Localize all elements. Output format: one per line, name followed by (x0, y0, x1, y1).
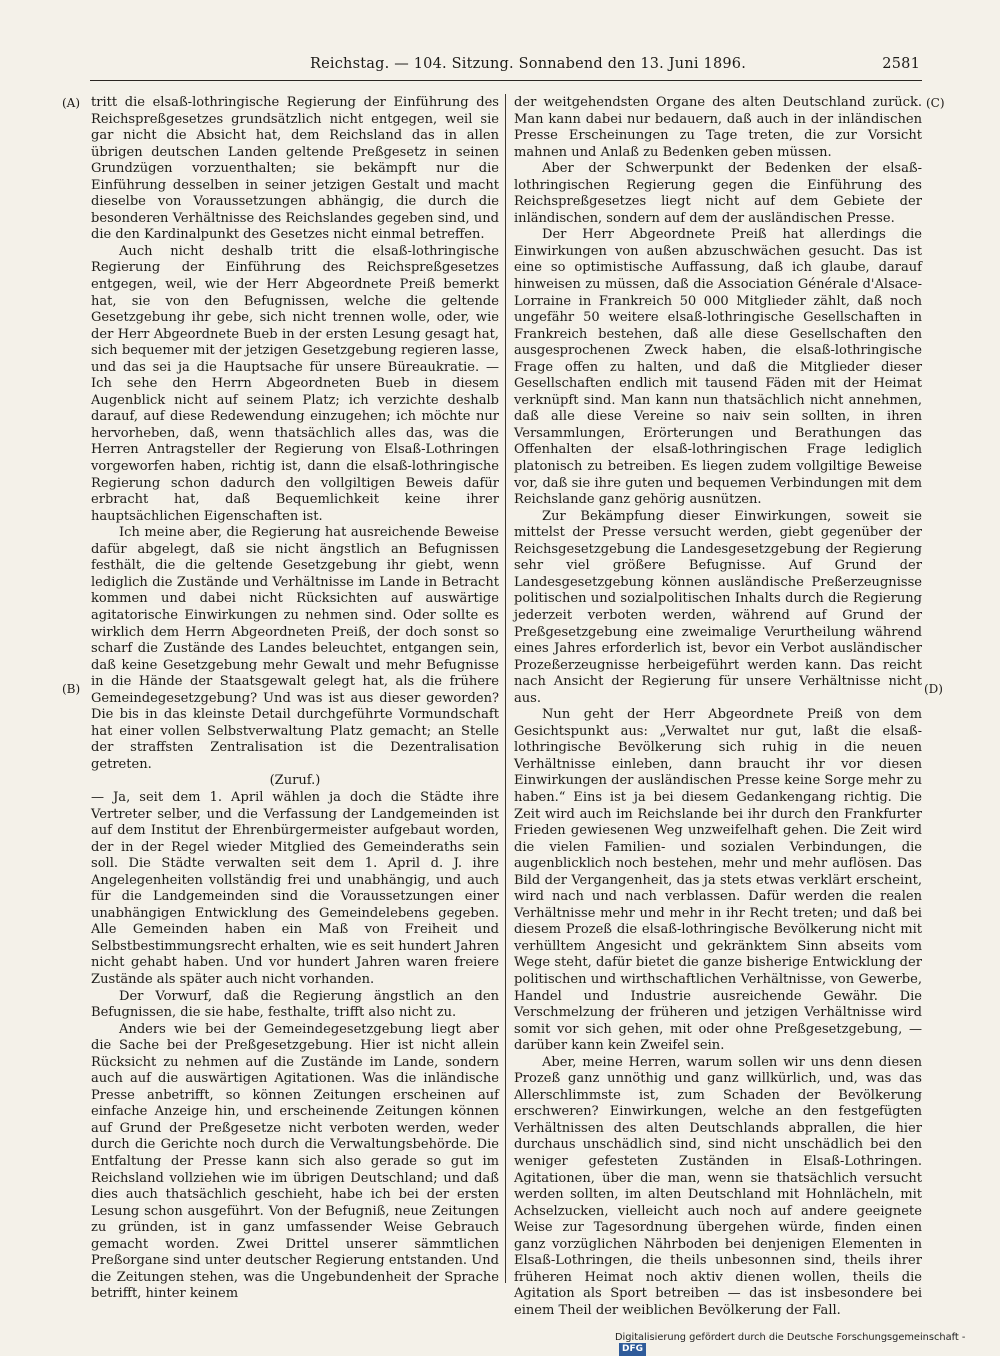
paragraph: (Zuruf.) (269, 773, 321, 789)
paragraph: Auch nicht deshalb tritt die elsaß-lothringische Regierung der Einführung des Reichspreßgesetzes entgegen, weil, wie der Herr Abgeordnete Preiß bemerkt hat, sie von den Befugnissen, welche die geltende Gesetzgebung ihr gebe, sich nicht trennen wolle, oder, wie der Herr Abgeordnete Bueb in der ersten Lesung gesagt hat, sich bequemer mit der jetzigen Gesetzgebung regieren lasse, und das sei ja die Hauptsache für unsere Büreaukratie. — Ich sehe den Herrn Abgeordneten Bueb in diesem Augenblick nicht auf seinem Platz; ich verzichte deshalb darauf, auf diese Redewendung einzugehen; ich möchte nur hervorheben, daß, wenn thatsächlich alles das, was die Herren Antragsteller der Regierung von Elsaß-Lothringen vorgeworfen haben, richtig ist, dann die elsaß-lothringische Regierung schon dadurch den vollgiltigen Beweis dafür erbracht hat, daß Bequemlichkeit keine ihrer hauptsächlichen Eigenschaften ist. (91, 243, 499, 524)
paragraph: Zur Bekämpfung dieser Einwirkungen, soweit sie mittelst der Presse versucht werden, giebt gegenüber der Reichsgesetzgebung die Landesgesetzgebung der Regierung sehr viel größere Befugnisse. Auf Grund der Landesgesetzgebung können ausländische Preßerzeugnisse politischen und sozialpolitischen Inhalts durch die Regierung jederzeit verboten werden, während auf Grund der Preßgesetzgebung eine zweimalige Verurtheilung während eines Jahres erforderlich ist, bevor ein Verbot ausländischer Prozeßerzeugnisse herbeigeführt werden kann. Das reicht nach Ansicht der Regierung für unsere Verhältnisse nicht aus. (514, 508, 922, 706)
paragraph: Der Vorwurf, daß die Regierung ängstlich an den Befugnissen, die sie habe, festhalte, trifft also nicht zu. (91, 988, 499, 1021)
margin-marker-a: (A) (62, 96, 81, 110)
paragraph: der weitgehendsten Organe des alten Deutschland zurück. Man kann dabei nur bedauern, daß auch in der inländischen Presse Erscheinungen zu Tage treten, die zur Vorsicht mahnen und Anlaß zu Bedenken geben müssen. (514, 95, 922, 160)
paragraph: — Ja, seit dem 1. April wählen ja doch die Städte ihre Vertreter selber, und die Verfassung der Landgemeinden ist auf dem Institut der Ehrenbürgermeister aufgebaut worden, der in der Regel wieder Mitglied des Gemeinderaths sein soll. Die Städte verwalten seit dem 1. April d. J. ihre Angelegenheiten vollständig frei und unabhängig, und auch für die Landgemeinden sind die Voraussetzungen einer unabhängigen Entwicklung des Gemeindelebens gegeben. Alle Gemeinden haben ein Maß von Freiheit und Selbstbestimmungsrecht erhalten, wie es seit hundert Jahren nicht gehabt haben. Und vor hundert Jahren waren freiere Zustände als später auch nicht vorhanden. (91, 789, 499, 987)
running-title: Reichstag. — 104. Sitzung. Sonnabend den 13. Juni 1896. (310, 56, 747, 72)
paragraph: tritt die elsaß-lothringische Regierung der Einführung des Reichspreßgesetzes grundsätzlich nicht entgegen, weil sie gar nicht die Absicht hat, dem Reichsland das in allen übrigen deutschen Landen geltende Preßgesetz in seinen Grundzügen vorzuenthalten; sie bekämpft nur die Einführung desselben in seiner jetzigen Gestalt und macht dieselbe von Voraussetzungen abhängig, die durch die besonderen Verhältnisse des Reichslandes gegeben sind, und die den Kardinalpunkt des Gesetzes nicht einmal betreffen. (91, 95, 499, 243)
paragraph: Nun geht der Herr Abgeordnete Preiß von dem Gesichtspunkt aus: „Verwaltet nur gut, laßt die elsaß-lothringische Bevölkerung sich ruhig in die neuen Verhältnisse einleben, dann braucht ihr vor diesen Einwirkungen der ausländischen Presse keine Sorge mehr zu haben.“ Eins ist ja bei diesem Gedankengang richtig. Die Zeit wird auch im Reichslande bei ihr durch den Frankfurter Frieden gewiesenen Weg unzweifelhaft gehen. Die Zeit wird die vielen Familien- und sozialen Verbindungen, die augenblicklich noch bestehen, mehr und mehr auflösen. Das Bild der Vergangenheit, das ja stets etwas verklärt erscheint, wird nach und nach verblassen. Dafür werden die realen Verhältnisse mehr und mehr in ihr Recht treten; und daß bei diesem Prozeß die elsaß-lothringische Bevölkerung nicht mit verhülltem Angesicht und gekränktem Sinn abseits vom Wege steht, dafür bietet die ganze bisherige Entwicklung der politischen und wirthschaftlichen Verhältnisse, von Gewerbe, Handel und Industrie ausreichende Gewähr. Die Verschmelzung der früheren und jetzigen Verhältnisse wird somit vor sich gehen, mit oder ohne Preßgesetzgebung, — darüber kann kein Zweifel sein. (514, 707, 922, 1054)
header-rule (90, 80, 922, 81)
page-header (90, 56, 920, 82)
paragraph: Ich meine aber, die Regierung hat ausreichende Beweise dafür abgelegt, daß sie nicht ängstlich an Befugnissen festhält, die die geltende Gesetzgebung ihr giebt, wenn lediglich die Zustände und Verhältnisse im Lande in Betracht kommen und dabei nicht Rücksichten auf auswärtige agitatorische Einwirkungen zu nehmen sind. Oder sollte es wirklich dem Herrn Abgeordneten Preiß, der doch sonst so scharf die Zustände des Landes beleuchtet, entgangen sein, daß keine Gesetzgebung mehr Gewalt und mehr Befugnisse in die Hände der Staatsgewalt gelegt hat, als die frühere Gemeindegesetzgebung? Und was ist aus dieser geworden? Die bis in das kleinste Detail durchgeführte Vormundschaft hat einer vollen Selbstverwaltung Platz gemacht; an Stelle der straffsten Zentralisation ist die Dezentralisation getreten. (91, 525, 499, 772)
dfg-logo: DFG (619, 1343, 646, 1356)
margin-marker-d: (D) (924, 682, 943, 696)
page-number: 2581 (882, 56, 920, 72)
page-footer (615, 1332, 990, 1354)
footer-credit: Digitalisierung gefördert durch die Deutsche Forschungsgemeinschaft - (615, 1332, 966, 1343)
margin-marker-b: (B) (62, 682, 81, 696)
right-column (514, 95, 922, 1319)
paragraph: Der Herr Abgeordnete Preiß hat allerdings die Einwirkungen von außen abzuschwächen gesucht. Das ist eine so optimistische Auffassung, daß ich glaube, darauf hinweisen zu müssen, daß die Association Générale d'Alsace-Lorraine in Frankreich 50 000 Mitglieder zählt, daß noch ungefähr 50 weitere elsaß-lothringische Gesellschaften in Frankreich bestehen, daß alle diese Gesellschaften den ausgesprochenen Zweck haben, die elsaß-lothringische Frage offen zu halten, und daß die Mitglieder dieser Gesellschaften endlich mit tausend Fäden mit der Heimat verknüpft sind. Man kann nun thatsächlich nicht annehmen, daß alle diese Vereine so naiv sein sollten, in ihren Versammlungen, Erörterungen und Berathungen das Offenhalten der elsaß-lothringischen Frage lediglich platonisch zu betreiben. Es liegen zudem vollgiltige Beweise vor, daß sie ihre guten und bequemen Verbindungen mit dem Reichslande ganz gehörig ausnützen. (514, 227, 922, 508)
paragraph: Anders wie bei der Gemeindegesetzgebung liegt aber die Sache bei der Preßgesetzgebung. Hier ist nicht allein Rücksicht zu nehmen auf die Zustände im Lande, sondern auch auf die auswärtigen Agitationen. Was die inländische Presse anbetrifft, so können Zeitungen erscheinen auf einfache Anzeige hin, und erscheinende Zeitungen können auf Grund der Preßgesetze nicht verboten werden, weder durch die Gerichte noch durch die Verwaltungsbehörde. Die Entfaltung der Presse kann sich also gerade so gut im Reichsland vollziehen wie im übrigen Deutschland; und daß dies auch thatsächlich geschieht, habe ich bei der ersten Lesung schon ausgeführt. Von der Befugniß, neue Zeitungen zu gründen, ist in ganz umfassender Weise Gebrauch gemacht worden. Zwei Drittel unserer sämmtlichen Preßorgane sind unter deutscher Regierung entstanden. Und die Zeitungen stehen, was die Ungebundenheit der Sprache betrifft, hinter keinem (91, 1021, 499, 1302)
paragraph: Aber der Schwerpunkt der Bedenken der elsaß-lothringischen Regierung gegen die Einführung des Reichspreßgesetzes liegt nicht auf dem Gebiete der inländischen, sondern auf dem der ausländischen Presse. (514, 161, 922, 226)
column-divider (505, 94, 506, 1283)
paragraph: Aber, meine Herren, warum sollen wir uns denn diesen Prozeß ganz unnöthig und ganz willkürlich, und, was das Allerschlimmste ist, zum Schaden der Bevölkerung erschweren? Einwirkungen, welche an den festgefügten Verhältnissen des alten Deutschlands abprallen, die hier durchaus unschädlich sind, sind nicht unschädlich bei den weniger gefesteten Zuständen in Elsaß-Lothringen. Agitationen, über die man, wenn sie thatsächlich versucht werden sollten, im alten Deutschland mit Hohnlächeln, mit Achselzucken, vielleicht auch noch auf andere geeignete Weise zur Tagesordnung übergehen würde, finden einen ganz vorzüglichen Nährboden bei denjenigen Elementen in Elsaß-Lothringen, die theils unbesonnen sind, theils ihrer früheren Heimat noch aktiv dienen wollen, theils die Agitation als Sport betreiben — das ist insbesondere bei einem Theil der weiblichen Bevölkerung der Fall. (514, 1054, 922, 1318)
left-column (91, 95, 499, 1303)
margin-marker-c: (C) (926, 96, 945, 110)
